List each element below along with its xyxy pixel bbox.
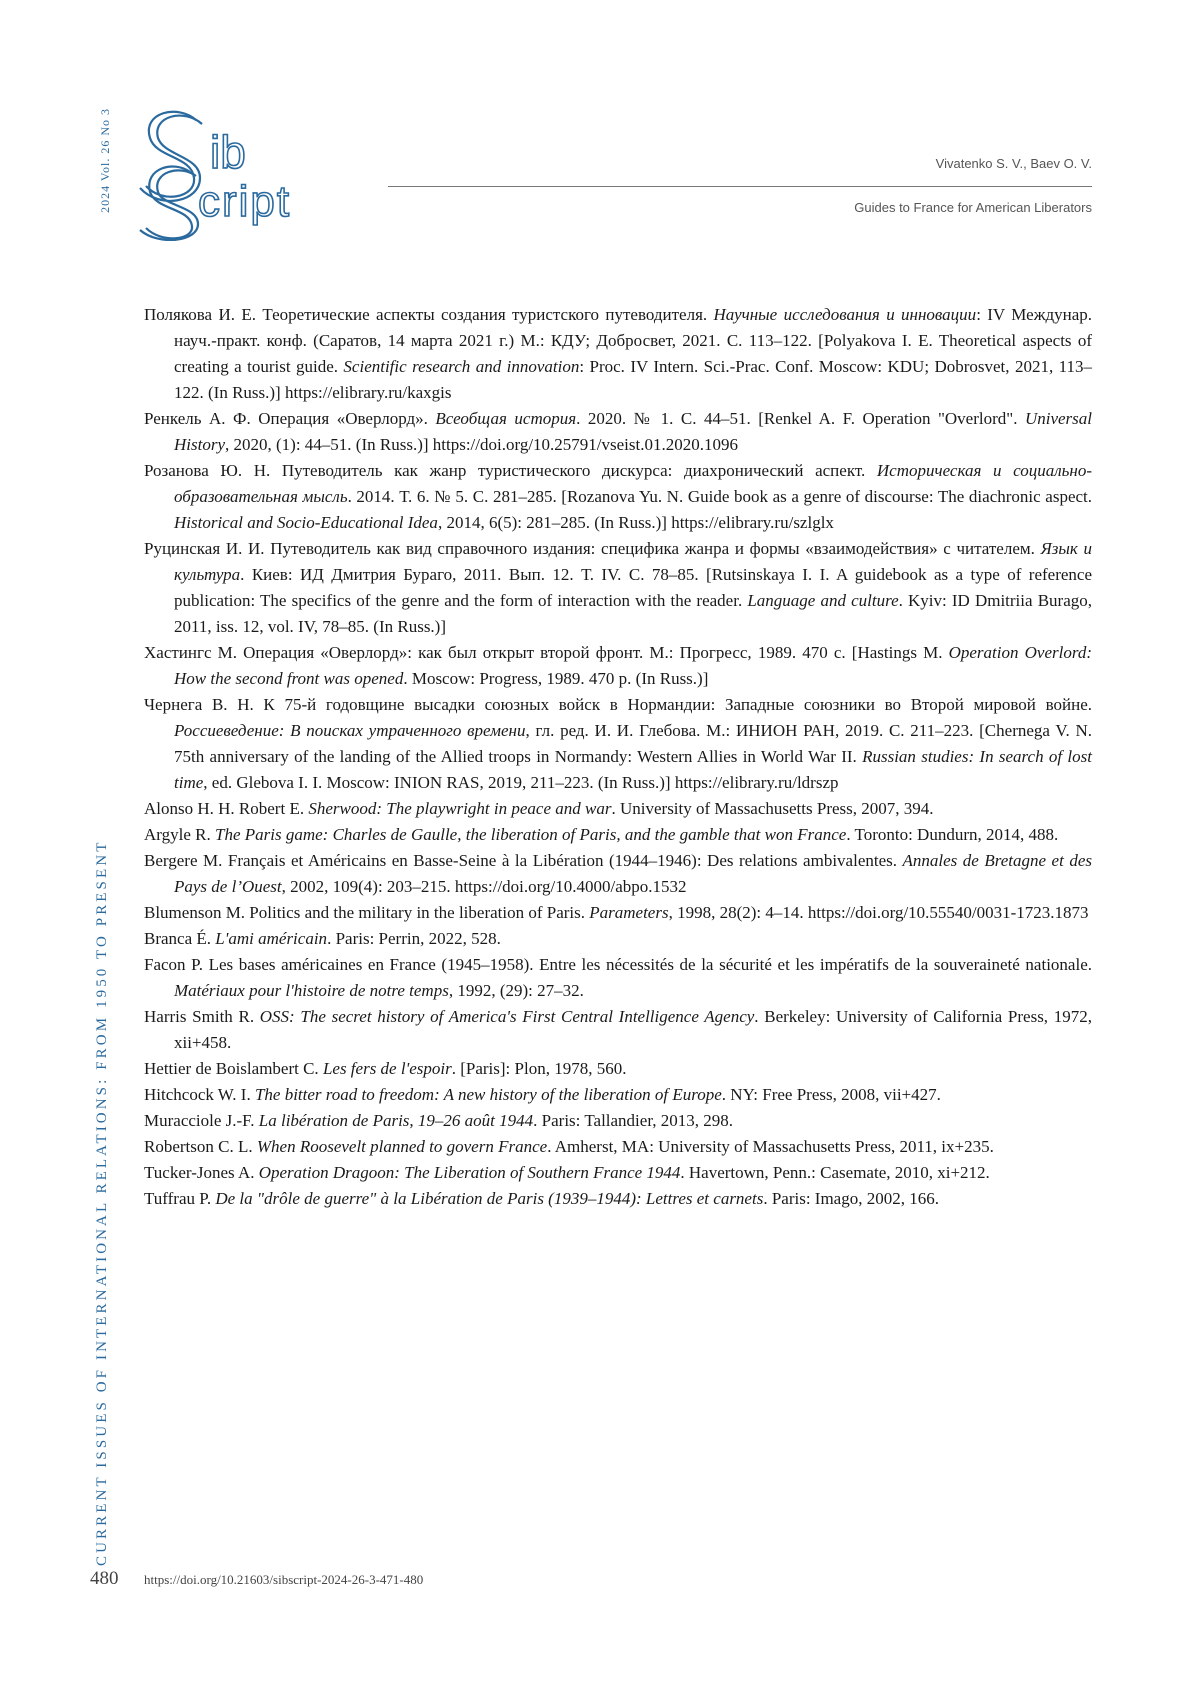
reference-text: , 2020, (1): 44–51. (In Russ.)] https://doi.org/10.25791/vseist.01.2020.1096 <box>225 435 738 454</box>
svg-text:ib: ib <box>210 126 246 178</box>
page-number: 480 <box>90 1568 119 1590</box>
reference-text: . Paris: Tallandier, 2013, 298. <box>533 1111 733 1130</box>
reference-text: , 2014, 6(5): 281–285. (In Russ.)] https://elibrary.ru/szlglx <box>438 513 834 532</box>
reference-title: L'ami américain <box>215 929 327 948</box>
reference-title: The Paris game: Charles de Gaulle, the liberation of Paris, and the gamble that won France <box>215 825 846 844</box>
reference-text: Чернега В. Н. К 75-й годовщине высадки союзных войск в Нормандии: Западные союзники во Второй мировой войне. <box>144 695 1092 714</box>
reference-title: Всеобщая история <box>435 409 576 428</box>
reference-text: Хастингс М. Операция «Оверлорд»: как был открыт второй фронт. М.: Прогресс, 1989. 470 с. [Hastings M. <box>144 643 949 662</box>
reference-item <box>144 952 1092 1004</box>
header-article-title: Guides to France for American Liberators <box>854 200 1092 215</box>
reference-item <box>144 900 1092 926</box>
reference-title: OSS: The secret history of America's First Central Intelligence Agency <box>260 1007 755 1026</box>
reference-text: Muracciole J.-F. <box>144 1111 259 1130</box>
reference-text: , ed. Glebova I. I. Moscow: INION RAS, 2019, 211–223. (In Russ.)] https://elibrary.ru/ldrszp <box>203 773 838 792</box>
reference-text: Hitchcock W. I. <box>144 1085 255 1104</box>
reference-text: . Moscow: Progress, 1989. 470 p. (In Russ.)] <box>403 669 708 688</box>
reference-text: Harris Smith R. <box>144 1007 260 1026</box>
reference-text: . Berkeley: University of California Press, 1972, xii+458. <box>174 1007 1092 1052</box>
reference-title: Matériaux pour l'histoire de notre temps <box>174 981 449 1000</box>
reference-title: Scientific research and innovation <box>343 357 579 376</box>
reference-title: Operation Dragoon: The Liberation of Southern France 1944 <box>259 1163 681 1182</box>
reference-item <box>144 1056 1092 1082</box>
reference-text: , гл. ред. И. И. Глебова. М.: ИНИОН РАН, 2019. С. 211–223. [Chernega V. N. 75th anniversary of the landing of the Allied troops in Normandy: Western Allies in World War II. <box>174 721 1092 766</box>
reference-item <box>144 1004 1092 1056</box>
reference-title: La libération de Paris, 19–26 août 1944 <box>259 1111 533 1130</box>
reference-list <box>144 302 1092 1212</box>
reference-text: . 2014. Т. 6. № 5. С. 281–285. [Rozanova Yu. N. Guide book as a genre of discourse: The diachronic aspect. <box>348 487 1092 506</box>
reference-text: , 1998, 28(2): 4–14. https://doi.org/10.55540/0031-1723.1873 <box>669 903 1089 922</box>
reference-item <box>144 1186 1092 1212</box>
reference-title: Sherwood: The playwright in peace and war <box>308 799 611 818</box>
reference-text: . Paris: Perrin, 2022, 528. <box>327 929 501 948</box>
reference-item <box>144 1082 1092 1108</box>
reference-title: Universal History <box>174 409 1092 454</box>
reference-text: Руцинская И. И. Путеводитель как вид справочного издания: специфика жанра и формы «взаимодействия» с читателем. <box>144 539 1041 558</box>
reference-text: Розанова Ю. Н. Путеводитель как жанр туристического дискурса: диахронический аспект. <box>144 461 877 480</box>
reference-title: Language and culture <box>747 591 898 610</box>
svg-text:cript: cript <box>198 177 291 226</box>
reference-text: Bergere M. Français et Américains en Basse-Seine à la Libération (1944–1946): Des relations ambivalentes. <box>144 851 903 870</box>
reference-text: Blumenson M. Politics and the military in the liberation of Paris. <box>144 903 589 922</box>
reference-item <box>144 848 1092 900</box>
reference-item <box>144 1108 1092 1134</box>
header-authors: Vivatenko S. V., Baev O. V. <box>936 156 1092 171</box>
reference-item <box>144 926 1092 952</box>
reference-text: . 2020. № 1. С. 44–51. [Renkel A. F. Operation "Overlord". <box>576 409 1025 428</box>
reference-text: Robertson C. L. <box>144 1137 257 1156</box>
reference-title: Operation Overlord: How the second front was opened <box>174 643 1092 688</box>
reference-text: , 1992, (29): 27–32. <box>449 981 584 1000</box>
reference-text: : Proc. IV Intern. Sci.-Prac. Conf. Moscow: KDU; Dobrosvet, 2021, 113–122. (In Russ.)] https://elibrary.ru/kaxgis <box>174 357 1092 402</box>
reference-title: Annales de Bretagne et des Pays de l’Ouest <box>174 851 1092 896</box>
reference-text: Ренкель А. Ф. Операция «Оверлорд». <box>144 409 435 428</box>
reference-text: . Toronto: Dundurn, 2014, 488. <box>846 825 1058 844</box>
reference-title: The bitter road to freedom: A new history of the liberation of Europe <box>255 1085 722 1104</box>
series-label: CURRENT ISSUES OF INTERNATIONAL RELATIONS: FROM 1950 TO PRESENT <box>94 835 111 1570</box>
reference-text: . Paris: Imago, 2002, 166. <box>763 1189 939 1208</box>
reference-text: Alonso H. H. Robert E. <box>144 799 308 818</box>
reference-text: . Киев: ИД Дмитрия Бураго, 2011. Вып. 12. Т. IV. С. 78–85. [Rutsinskaya I. I. A guidebook as a type of reference publication: The specifics of the genre and the form of interaction with the reader. <box>174 565 1092 610</box>
reference-text: . University of Massachusetts Press, 2007, 394. <box>611 799 933 818</box>
reference-title: Parameters <box>589 903 668 922</box>
reference-text: . NY: Free Press, 2008, vii+427. <box>722 1085 941 1104</box>
reference-item <box>144 822 1092 848</box>
reference-item <box>144 302 1092 406</box>
reference-item <box>144 640 1092 692</box>
reference-item <box>144 1134 1092 1160</box>
reference-item <box>144 406 1092 458</box>
reference-text: Полякова И. Е. Теоретические аспекты создания туристского путеводителя. <box>144 305 714 324</box>
reference-text: Tucker-Jones A. <box>144 1163 259 1182</box>
footer-doi: https://doi.org/10.21603/sibscript-2024-26-3-471-480 <box>144 1572 423 1588</box>
reference-title: When Roosevelt planned to govern France <box>257 1137 547 1156</box>
reference-item <box>144 796 1092 822</box>
reference-text: , 2002, 109(4): 203–215. https://doi.org/10.4000/abpo.1532 <box>282 877 687 896</box>
sibscript-logo <box>138 106 368 241</box>
reference-text: Tuffrau P. <box>144 1189 215 1208</box>
reference-text: Argyle R. <box>144 825 215 844</box>
reference-title: Научные исследования и инновации <box>714 305 977 324</box>
reference-text: Hettier de Boislambert C. <box>144 1059 323 1078</box>
reference-item <box>144 536 1092 640</box>
reference-text: : IV Междунар. науч.-практ. конф. (Саратов, 14 марта 2021 г.) М.: КДУ; Добросвет, 2021. С. 113–122. [Polyakova I. E. Theoretical aspects of creating a tourist guide. <box>174 305 1092 376</box>
header-divider <box>388 186 1092 187</box>
reference-text: Facon P. Les bases américaines en France (1945–1958). Entre les nécessités de la sécurité et les impératifs de la souveraineté nationale. <box>144 955 1092 974</box>
reference-text: . [Paris]: Plon, 1978, 560. <box>452 1059 627 1078</box>
reference-title: Язык и культура <box>174 539 1092 584</box>
reference-text: . Havertown, Penn.: Casemate, 2010, xi+212. <box>680 1163 989 1182</box>
reference-text: Branca É. <box>144 929 215 948</box>
reference-text: . Amherst, MA: University of Massachusetts Press, 2011, ix+235. <box>547 1137 994 1156</box>
reference-title: Historical and Socio-Educational Idea <box>174 513 438 532</box>
reference-title: Les fers de l'espoir <box>323 1059 452 1078</box>
reference-title: Историческая и социально-образовательная мысль <box>174 461 1092 506</box>
reference-title: Россиеведение: В поисках утраченного времени <box>174 721 525 740</box>
reference-title: Russian studies: In search of lost time <box>174 747 1092 792</box>
reference-title: De la "drôle de guerre" à la Libération de Paris (1939–1944): Lettres et carnets <box>215 1189 763 1208</box>
reference-item <box>144 692 1092 796</box>
reference-item <box>144 458 1092 536</box>
issue-label: 2024 Vol. 26 No 3 <box>98 108 113 213</box>
reference-item <box>144 1160 1092 1186</box>
reference-text: . Kyiv: ID Dmitriia Burago, 2011, iss. 12, vol. IV, 78–85. (In Russ.)] <box>174 591 1092 636</box>
